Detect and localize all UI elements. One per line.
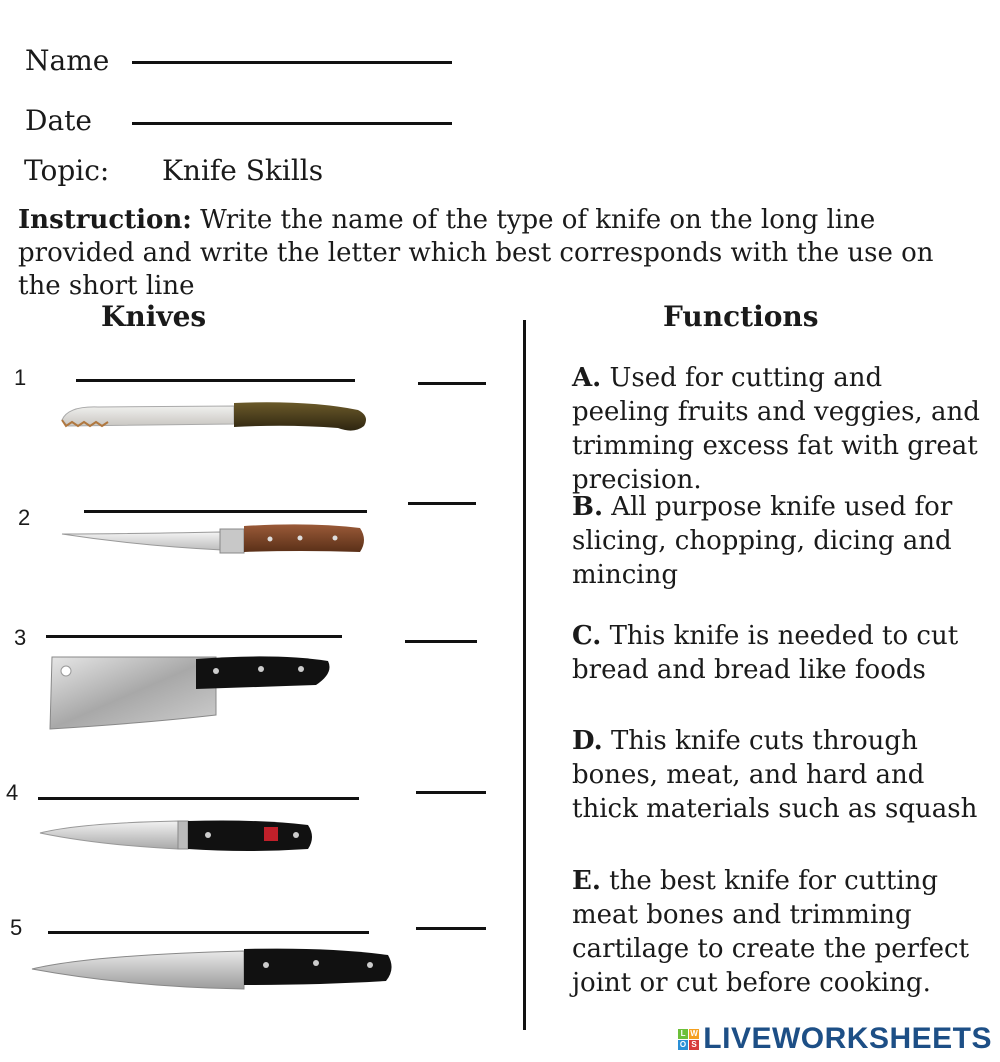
date-input-line[interactable] [132, 122, 452, 125]
function-c [572, 619, 982, 687]
name-label: Name [25, 44, 110, 77]
function-text: This knife cuts through bones, meat, and hard and thick materials such as squash [572, 726, 978, 824]
date-label: Date [25, 104, 92, 137]
knife-1-name-line[interactable] [76, 379, 355, 382]
knives-heading: Knives [101, 300, 207, 333]
knife-2-letter-line[interactable] [408, 502, 476, 505]
column-divider [523, 320, 526, 1030]
logo-letter: O [679, 1039, 687, 1049]
function-text: the best knife for cutting meat bones and trimming cartilage to create the perfect joint or cut before cooking. [572, 866, 970, 998]
function-a [572, 361, 982, 497]
knife-3-name-line[interactable] [46, 635, 342, 638]
liveworksheets-logo[interactable] [678, 1022, 992, 1056]
function-letter: E. [572, 866, 601, 896]
chef-knife-image [30, 945, 396, 997]
function-letter: C. [572, 621, 602, 651]
knife-number-4: 4 [6, 780, 19, 805]
boning-knife-image [60, 520, 370, 558]
function-d [572, 724, 982, 826]
knife-5-letter-line[interactable] [416, 927, 486, 930]
knife-number-5: 5 [10, 915, 23, 940]
knife-4-name-line[interactable] [38, 797, 359, 800]
knife-5-name-line[interactable] [48, 931, 369, 934]
function-b [572, 490, 982, 592]
function-text: All purpose knife used for slicing, chopping, dicing and mincing [572, 492, 953, 590]
knife-number-3: 3 [14, 625, 27, 650]
function-letter: A. [572, 363, 602, 393]
knife-number-1: 1 [14, 365, 27, 390]
function-letter: D. [572, 726, 603, 756]
brand-text: LIVEWORKSHEETS [703, 1022, 992, 1055]
logo-letter: W [690, 1028, 699, 1038]
function-text: Used for cutting and peeling fruits and veggies, and trimming excess fat with great precision. [572, 363, 980, 495]
knife-4-letter-line[interactable] [416, 791, 486, 794]
instruction-label: Instruction: [18, 205, 192, 235]
function-text: This knife is needed to cut bread and bread like foods [572, 621, 959, 685]
logo-letter: L [678, 1029, 688, 1039]
knife-3-letter-line[interactable] [405, 640, 477, 643]
bread-knife-image [58, 398, 370, 438]
functions-heading: Functions [663, 300, 819, 333]
instruction-text: Write the name of the type of knife on the long line provided and write the letter which best corresponds with the use on the short line [18, 205, 934, 301]
name-input-line[interactable] [132, 61, 452, 64]
knife-1-letter-line[interactable] [418, 382, 486, 385]
instruction [18, 204, 978, 303]
logo-letter: S [689, 1040, 699, 1050]
topic-label: Topic: [24, 154, 110, 187]
knife-2-name-line[interactable] [84, 510, 367, 513]
cleaver-image [46, 653, 336, 733]
topic-value: Knife Skills [162, 154, 324, 187]
knife-number-2: 2 [18, 505, 31, 530]
function-letter: B. [572, 492, 604, 522]
function-e [572, 864, 982, 1000]
logo-icon [678, 1029, 699, 1050]
paring-knife-image [38, 815, 318, 857]
